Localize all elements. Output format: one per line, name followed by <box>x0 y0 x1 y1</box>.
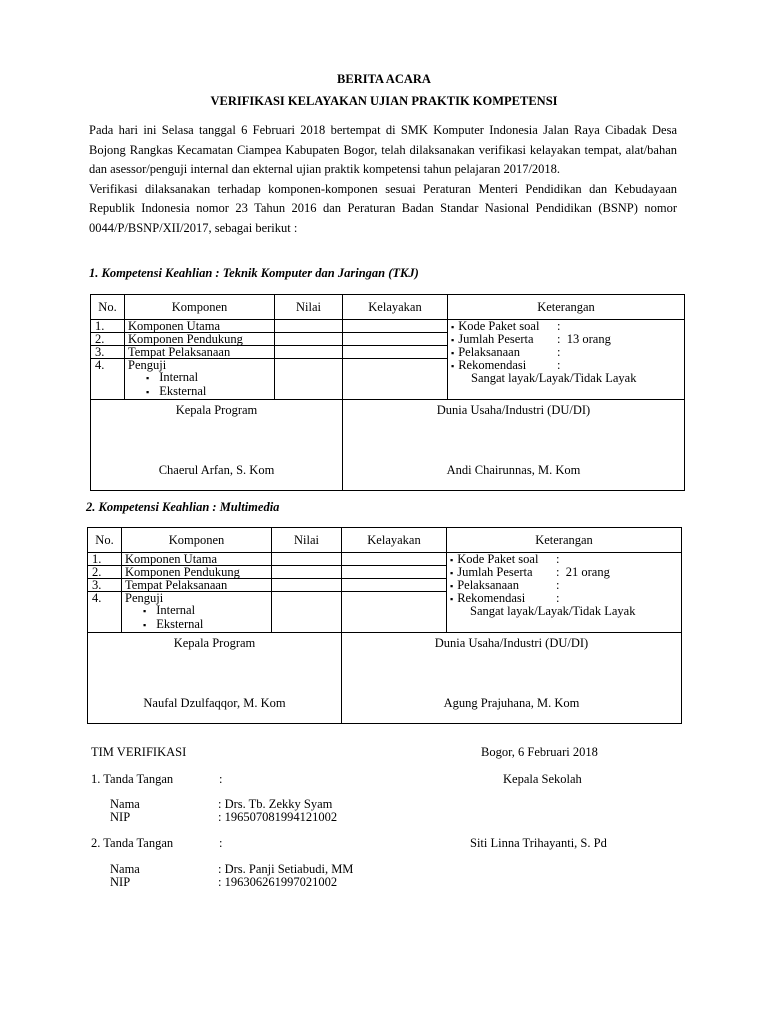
table-multimedia <box>87 527 682 724</box>
signature-row <box>91 400 685 491</box>
bullet-icon: ▪ <box>450 555 454 565</box>
row-komponen <box>125 359 275 400</box>
paragraph-1: Pada hari ini Selasa tanggal 6 Februari 2018 bertempat di SMK Komputer Indonesia Jalan Raya Cibadak Desa Bojong Rangkas Kecamatan Ciampea Kabupaten Bogor, telah dilaksanakan verifikasi kelayakan tempat, alat/bahan dan asessor/penguji internal dan ekternal ujian praktik kompetensi tahun pelajaran 2017/2018. <box>89 123 677 176</box>
row-kelayakan <box>342 566 447 579</box>
ket-colon: : <box>557 345 561 359</box>
row-kelayakan <box>343 320 448 333</box>
row-number: 2. <box>91 333 125 346</box>
row-nilai <box>272 553 342 566</box>
row-nilai <box>272 566 342 579</box>
row-komponen: Komponen Utama <box>122 553 272 566</box>
kepala-sekolah-role: Kepala Sekolah <box>503 772 582 786</box>
row-kelayakan <box>343 359 448 400</box>
ket-pelaksanaan-label: Pelaksanaan <box>458 345 520 359</box>
intro-paragraphs <box>89 121 677 238</box>
row-nilai <box>275 320 343 333</box>
header-keterangan: Keterangan <box>448 295 685 320</box>
signature-row <box>88 633 682 724</box>
signature-kepala-program <box>88 633 342 724</box>
ket-jumlah-label: Jumlah Peserta <box>458 332 534 346</box>
ket-jumlah-value: 13 orang <box>566 332 611 346</box>
row-number: 1. <box>88 553 122 566</box>
header-komponen: Komponen <box>122 528 272 553</box>
header-komponen: Komponen <box>125 295 275 320</box>
row-komponen: Komponen Pendukung <box>122 566 272 579</box>
sub-internal: Internal <box>159 370 199 384</box>
header-kelayakan: Kelayakan <box>342 528 447 553</box>
ket-jumlah-label: Jumlah Peserta <box>457 565 533 579</box>
table-header-row <box>88 528 682 553</box>
tim-verifikasi-heading: TIM VERIFIKASI <box>91 745 187 759</box>
v2-nama-label: Nama <box>110 862 140 876</box>
ttd-1-label: 1. Tanda Tangan <box>91 772 174 786</box>
row-komponen: Tempat Pelaksanaan <box>125 346 275 359</box>
name-kepala-program: Chaerul Arfan, S. Kom <box>158 463 275 477</box>
ket-colon: : <box>557 332 561 346</box>
header-nilai: Nilai <box>275 295 343 320</box>
section-2-heading: 2. Kompetensi Keahlian : Multimedia <box>86 500 280 514</box>
role-dudi: Dunia Usaha/Industri (DU/DI) <box>434 636 589 650</box>
header-kelayakan: Kelayakan <box>343 295 448 320</box>
ttd-2-colon: : <box>219 836 223 850</box>
row-nilai <box>275 333 343 346</box>
row-komponen: Tempat Pelaksanaan <box>122 579 272 592</box>
bullet-icon: ▪ <box>451 335 455 345</box>
doc-subtitle: VERIFIKASI KELAYAKAN UJIAN PRAKTIK KOMPETENSI <box>210 94 558 108</box>
name-dudi: Agung Prajuhana, M. Kom <box>443 696 580 710</box>
doc-title: BERITA ACARA <box>337 72 431 86</box>
signature-dudi <box>342 633 682 724</box>
v1-nip-label: NIP <box>110 810 131 824</box>
row-nilai <box>275 346 343 359</box>
row-kelayakan <box>342 579 447 592</box>
ket-rekomendasi-label: Rekomendasi <box>458 358 527 372</box>
v1-nip-value: : 196507081994121002 <box>218 810 338 824</box>
bullet-icon: ▪ <box>450 594 454 604</box>
keterangan-cell <box>447 553 682 633</box>
header-nilai: Nilai <box>272 528 342 553</box>
sub-internal: Internal <box>156 603 196 617</box>
bullet-icon: ▪ <box>146 387 150 397</box>
row-number: 2. <box>88 566 122 579</box>
bullet-icon: ▪ <box>146 373 150 383</box>
ttd-1-colon: : <box>219 772 223 786</box>
row-kelayakan <box>343 333 448 346</box>
v1-nama-label: Nama <box>110 797 140 811</box>
signature-kepala-program <box>91 400 343 491</box>
sub-eksternal: Eksternal <box>156 617 204 631</box>
row-komponen: Komponen Utama <box>125 320 275 333</box>
signature-dudi <box>343 400 685 491</box>
row-number: 3. <box>91 346 125 359</box>
ket-colon: : <box>556 578 560 592</box>
bullet-icon: ▪ <box>451 361 455 371</box>
ket-rekomendasi-label: Rekomendasi <box>457 591 526 605</box>
row-kelayakan <box>342 553 447 566</box>
row-number: 3. <box>88 579 122 592</box>
v1-nama-value: : Drs. Tb. Zekky Syam <box>218 797 333 811</box>
role-dudi: Dunia Usaha/Industri (DU/DI) <box>436 403 591 417</box>
bullet-icon: ▪ <box>450 581 454 591</box>
row-komponen-label: Penguji <box>128 358 167 372</box>
table-row <box>91 320 685 333</box>
row-nilai <box>272 592 342 633</box>
row-kelayakan <box>342 592 447 633</box>
header-no: No. <box>91 295 125 320</box>
bullet-icon: ▪ <box>451 348 455 358</box>
role-kepala-program: Kepala Program <box>173 636 256 650</box>
name-dudi: Andi Chairunnas, M. Kom <box>446 463 581 477</box>
row-number: 4. <box>91 359 125 400</box>
section-1-heading: 1. Kompetensi Keahlian : Teknik Komputer dan Jaringan (TKJ) <box>89 266 419 280</box>
row-nilai <box>275 359 343 400</box>
row-komponen-label: Penguji <box>125 591 164 605</box>
row-number: 1. <box>91 320 125 333</box>
bullet-icon: ▪ <box>451 322 455 332</box>
ket-rekomendasi-options: Sangat layak/Layak/Tidak Layak <box>471 371 637 385</box>
v2-nama-value: : Drs. Panji Setiabudi, MM <box>218 862 354 876</box>
ket-colon: : <box>556 565 560 579</box>
row-nilai <box>272 579 342 592</box>
paragraph-2: Verifikasi dilaksanakan terhadap komponen-komponen sesuai Peraturan Menteri Pendidikan dan Kebudayaan Republik Indonesia nomor 23 Tahun 2016 dan Peraturan Badan Standar Nasional Pendidikan (BSNP) nomor 0044/P/BSNP/XII/2017, sebagai berikut : <box>89 181 677 235</box>
header-no: No. <box>88 528 122 553</box>
ket-rekomendasi-options: Sangat layak/Layak/Tidak Layak <box>470 604 636 618</box>
table-row <box>88 553 682 566</box>
v2-nip-value: : 196306261997021002 <box>218 875 338 889</box>
row-komponen <box>122 592 272 633</box>
row-kelayakan <box>343 346 448 359</box>
table-tkj <box>90 294 685 491</box>
kepala-sekolah-name: Siti Linna Trihayanti, S. Pd <box>470 836 607 850</box>
row-komponen: Komponen Pendukung <box>125 333 275 346</box>
bullet-icon: ▪ <box>143 620 147 630</box>
row-number: 4. <box>88 592 122 633</box>
bullet-icon: ▪ <box>450 568 454 578</box>
sub-eksternal: Eksternal <box>159 384 207 398</box>
ket-colon: : <box>556 591 560 605</box>
ket-colon: : <box>557 319 561 333</box>
ket-kode-label: Kode Paket soal <box>458 319 540 333</box>
table-header-row <box>91 295 685 320</box>
name-kepala-program: Naufal Dzulfaqqor, M. Kom <box>143 696 286 710</box>
role-kepala-program: Kepala Program <box>175 403 258 417</box>
v2-nip-label: NIP <box>110 875 131 889</box>
place-date: Bogor, 6 Februari 2018 <box>481 745 598 759</box>
ket-kode-label: Kode Paket soal <box>457 552 539 566</box>
ket-colon: : <box>557 358 561 372</box>
ket-pelaksanaan-label: Pelaksanaan <box>457 578 519 592</box>
header-keterangan: Keterangan <box>447 528 682 553</box>
ket-jumlah-value: 21 orang <box>565 565 610 579</box>
keterangan-cell <box>448 320 685 400</box>
bullet-icon: ▪ <box>143 606 147 616</box>
ket-colon: : <box>556 552 560 566</box>
ttd-2-label: 2. Tanda Tangan <box>91 836 174 850</box>
